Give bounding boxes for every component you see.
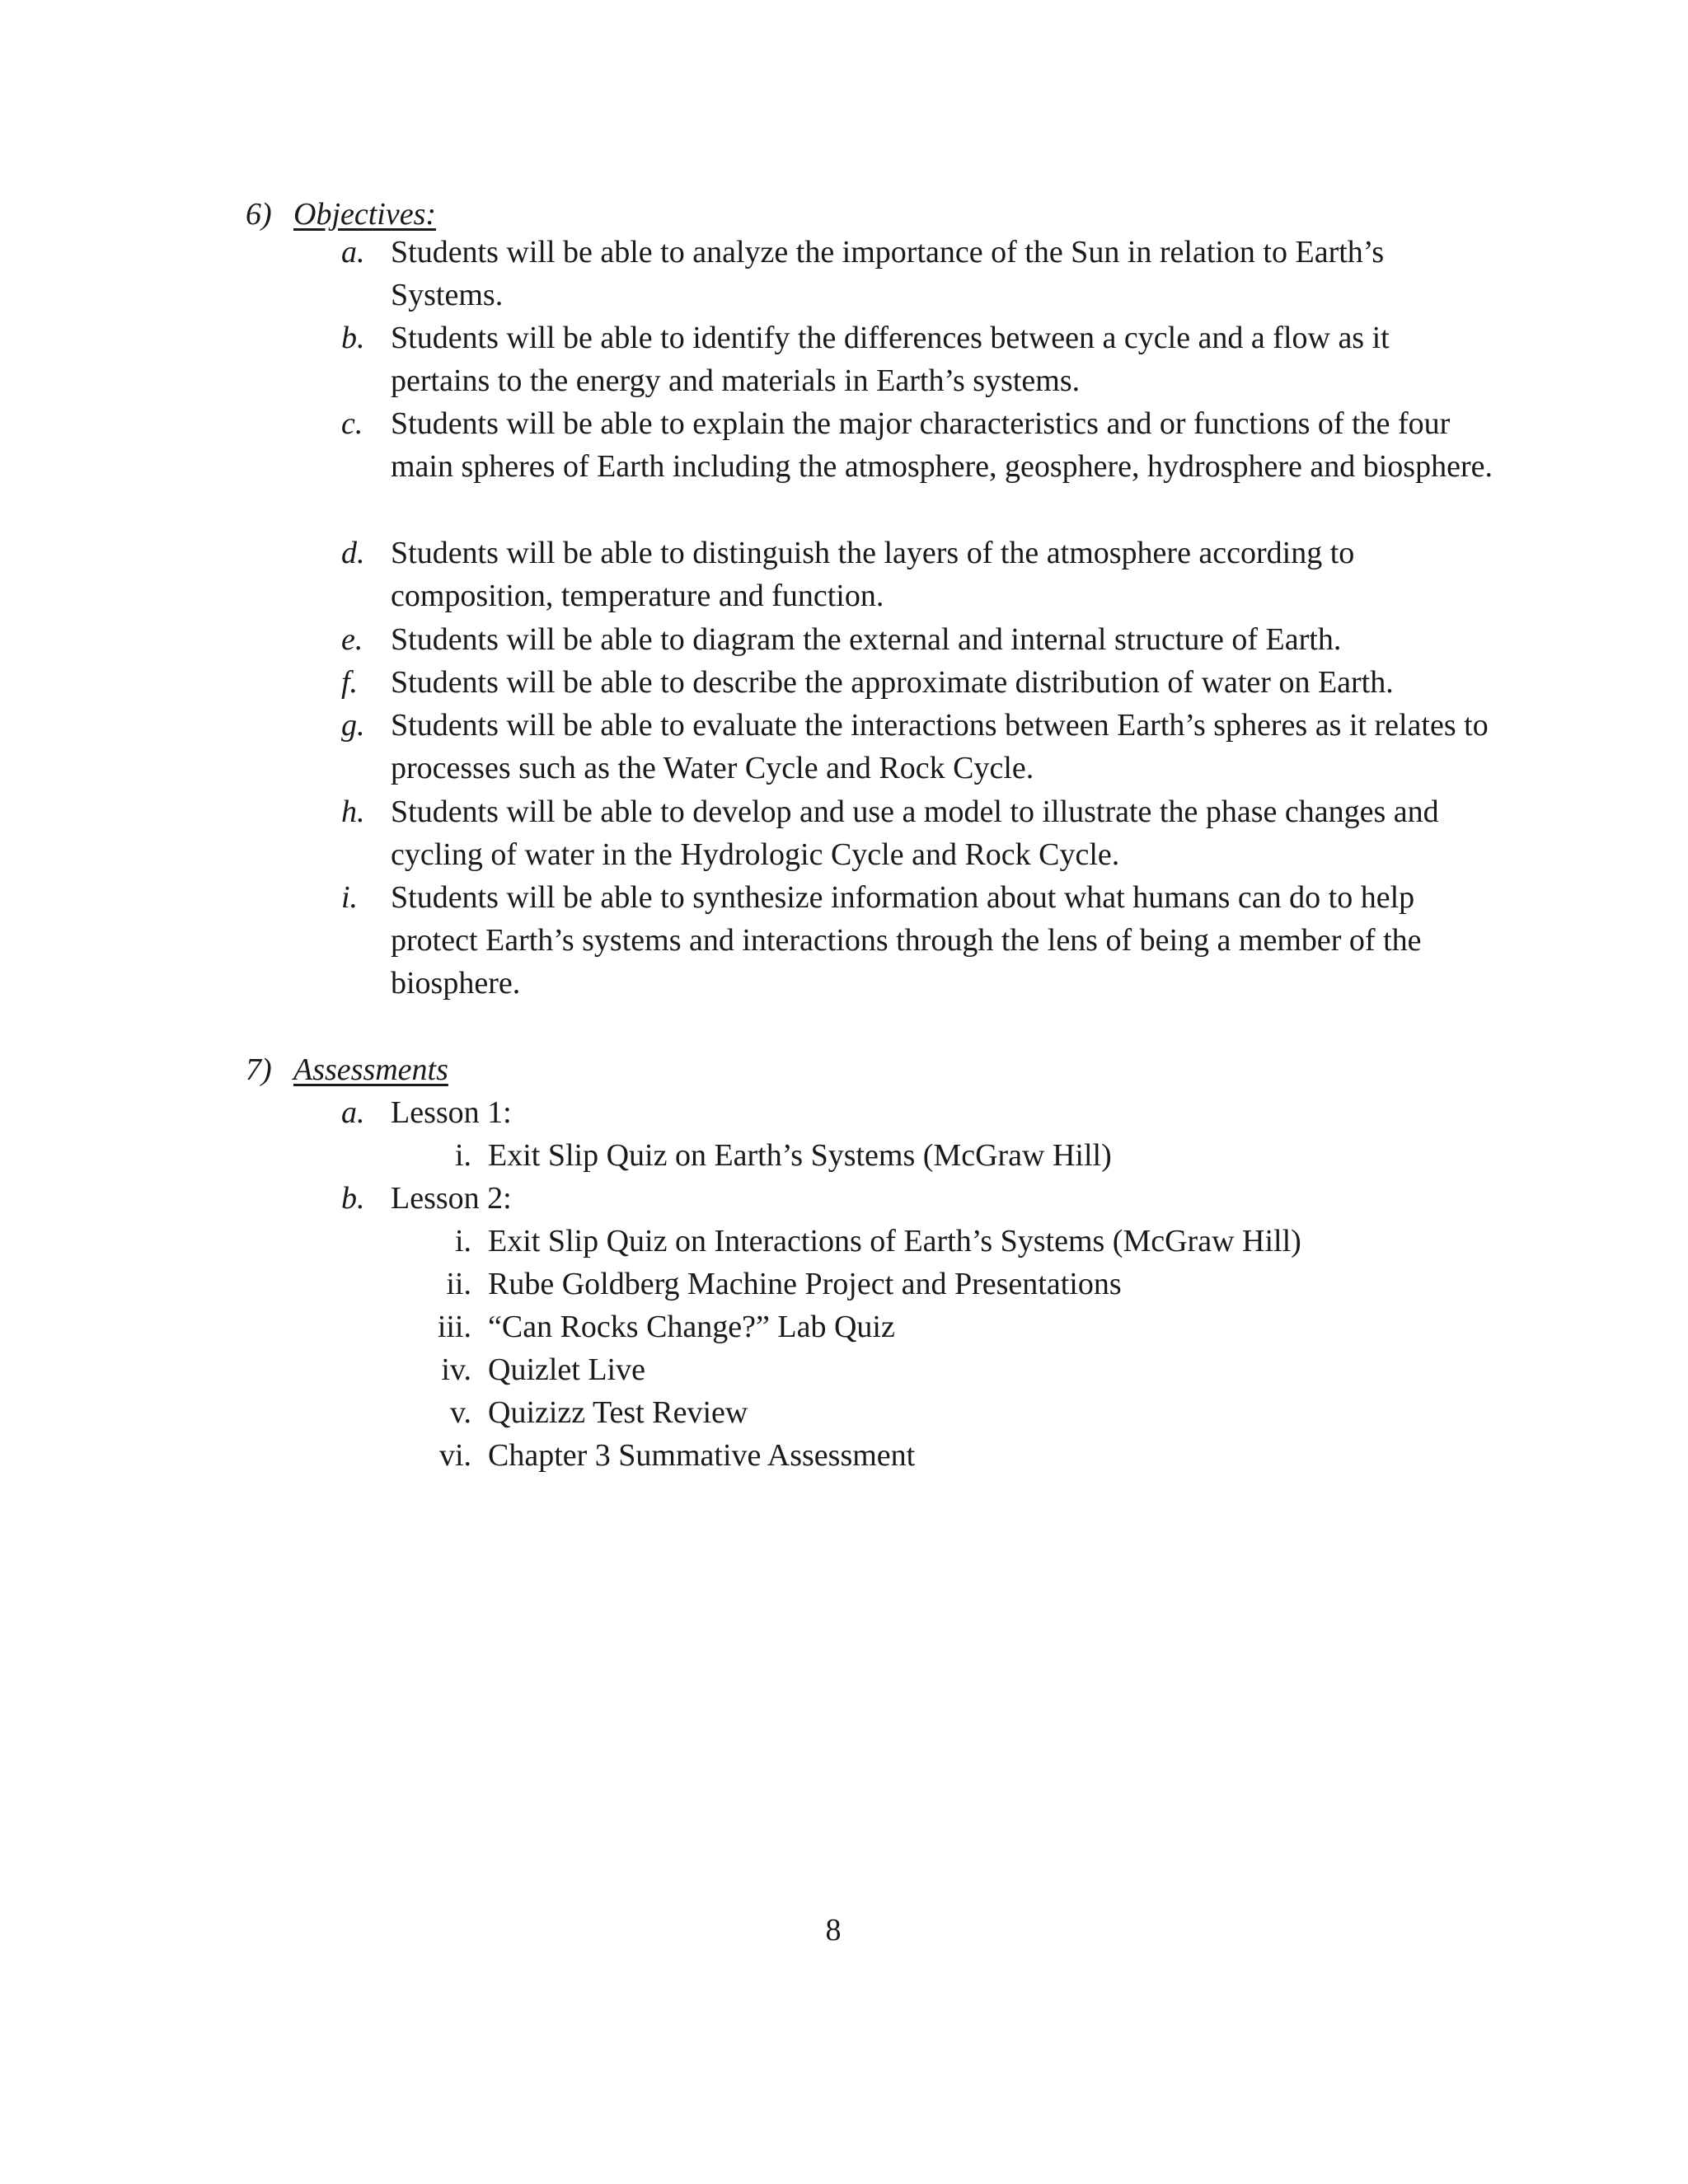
objective-text: Students will be able to distinguish the layers of the atmosphere according to composition, temperature and function.: [391, 536, 1355, 613]
assessment-marker: iv.: [441, 1352, 471, 1387]
lesson-marker: b.: [341, 1181, 365, 1216]
objective-text: Students will be able to identify the differences between a cycle and a flow as it pertains to the energy and materials in Earth’s systems.: [391, 321, 1390, 398]
objective-marker: f.: [341, 665, 359, 700]
assessment-marker: i.: [454, 1138, 471, 1173]
assessment-text: Rube Goldberg Machine Project and Presentations: [488, 1267, 1122, 1301]
objective-marker: c.: [341, 406, 363, 441]
objective-text: Students will be able to describe the approximate distribution of water on Earth.: [391, 665, 1394, 700]
objective-marker: a.: [341, 235, 365, 269]
objective-marker: h.: [341, 794, 365, 829]
objective-text: Students will be able to develop and use a model to illustrate the phase changes and cycling of water in the Hydrologic Cycle and Rock Cycle.: [391, 794, 1439, 872]
assessments-number: 7): [246, 1052, 272, 1087]
assessment-marker: vi.: [438, 1438, 471, 1473]
assessment-marker: i.: [454, 1224, 471, 1258]
objective-marker: i.: [341, 880, 359, 915]
assessment-text: Exit Slip Quiz on Earth’s Systems (McGraw Hill): [488, 1138, 1112, 1173]
objective-marker: e.: [341, 622, 363, 657]
assessment-text: Chapter 3 Summative Assessment: [488, 1438, 916, 1473]
objectives-title: Objectives:: [293, 197, 437, 232]
assessment-marker: iii.: [437, 1310, 471, 1344]
objective-marker: b.: [341, 321, 365, 355]
assessment-text: “Can Rocks Change?” Lab Quiz: [488, 1310, 895, 1344]
assessments-title: Assessments: [293, 1052, 448, 1087]
assessment-text: Quizlet Live: [488, 1352, 645, 1387]
objective-text: Students will be able to synthesize information about what humans can do to help protect Earth’s systems and interactions through the lens of being a member of the biosphere.: [391, 880, 1422, 1001]
objective-text: Students will be able to explain the major characteristics and or functions of the four main spheres of Earth including the atmosphere, geosphere, hydrosphere and biosphere.: [391, 406, 1493, 484]
lesson-label: Lesson 1:: [391, 1095, 512, 1130]
lesson-label: Lesson 2:: [391, 1181, 512, 1216]
objectives-number: 6): [246, 197, 272, 232]
objective-text: Students will be able to analyze the importance of the Sun in relation to Earth’s Systems.: [391, 235, 1385, 312]
objective-marker: d.: [341, 536, 365, 570]
assessment-marker: ii.: [446, 1267, 471, 1301]
assessment-marker: v.: [449, 1395, 471, 1430]
assessment-text: Quizizz Test Review: [488, 1395, 748, 1430]
objective-marker: g.: [341, 708, 365, 743]
objective-text: Students will be able to evaluate the interactions between Earth’s spheres as it relates to processes such as the Water Cycle and Rock Cycle.: [391, 708, 1489, 785]
page-number: 8: [825, 1913, 842, 1947]
assessment-text: Exit Slip Quiz on Interactions of Earth’s Systems (McGraw Hill): [488, 1224, 1301, 1258]
objective-text: Students will be able to diagram the external and internal structure of Earth.: [391, 622, 1342, 657]
lesson-marker: a.: [341, 1095, 365, 1130]
